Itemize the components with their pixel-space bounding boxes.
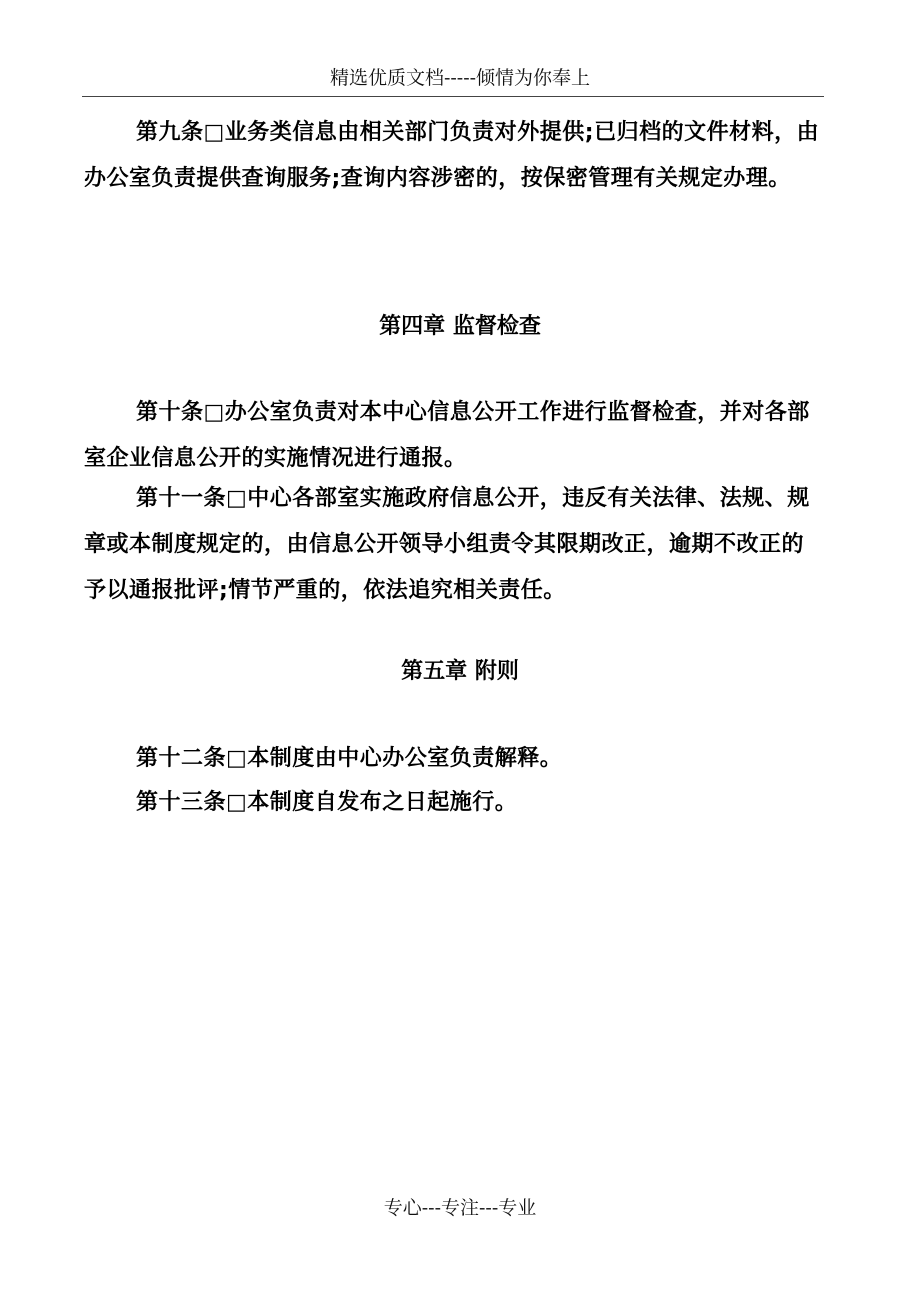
article-10-text: 第十条□办公室负责对本中心信息公开工作进行监督检查，并对各部室企业信息公开的实施情况进行通报。 <box>84 400 810 471</box>
page-footer: 专心---专注---专业 <box>383 1197 537 1219</box>
article-13-text: 第十三条□本制度自发布之日起施行。 <box>136 790 518 815</box>
chapter-5-title: 第五章 附则 <box>401 659 519 684</box>
article-13 <box>84 780 826 826</box>
article-12 <box>84 736 826 782</box>
chapter-4-title: 第四章 监督检查 <box>379 314 541 339</box>
article-9-text: 第九条□业务类信息由相关部门负责对外提供;已归档的文件材料，由办公室负责提供查询服务;查询内容涉密的，按保密管理有关规定办理。 <box>84 120 820 191</box>
page-header: 精选优质文档-----倾情为你奉上 <box>329 67 591 89</box>
article-11-text: 第十一条□中心各部室实施政府信息公开，违反有关法律、法规、规章或本制度规定的，由信息公开领导小组责令其限期改正，逾期不改正的予以通报批评;情节严重的，依法追究相关责任。 <box>84 486 810 603</box>
article-9 <box>84 110 826 202</box>
article-11 <box>84 476 826 614</box>
header-divider <box>82 96 824 97</box>
article-10 <box>84 390 826 482</box>
article-12-text: 第十二条□本制度由中心办公室负责解释。 <box>136 746 563 771</box>
